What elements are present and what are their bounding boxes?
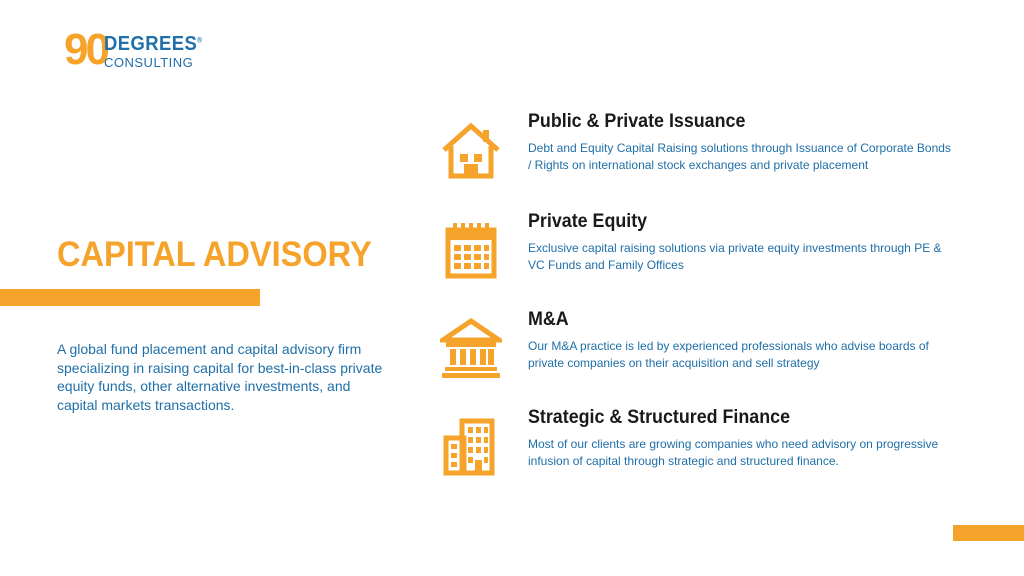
service-description: Debt and Equity Capital Raising solutions through Issuance of Corporate Bonds / Rights on international stock exchanges and private placement <box>528 141 951 172</box>
service-title: Strategic & Structured Finance <box>528 407 791 428</box>
title-accent-bar <box>0 289 260 306</box>
service-public-private-issuance <box>440 111 960 200</box>
service-private-equity <box>440 211 960 300</box>
calendar-icon <box>440 220 502 282</box>
page-title: CAPITAL ADVISORY <box>57 235 372 274</box>
logo-number: 90 <box>64 25 107 74</box>
service-m-and-a <box>440 309 960 398</box>
service-description: Our M&A practice is led by experienced professionals who advise boards of private companies on their acquisition and sell strategy <box>528 339 929 370</box>
building-icon <box>440 416 502 478</box>
logo-wordmark: DEGREES® <box>104 33 203 55</box>
service-strategic-structured-finance <box>440 407 960 496</box>
house-icon <box>440 120 502 182</box>
service-description: Most of our clients are growing companies who need advisory on progressive infusion of capital through strategic and structured finance. <box>528 437 939 468</box>
service-title: Public & Private Issuance <box>528 111 746 132</box>
bank-icon <box>440 318 502 380</box>
corner-accent-bar <box>953 525 1024 541</box>
service-title: M&A <box>528 309 569 330</box>
intro-text: A global fund placement and capital advisory firm specializing in raising capital for best-in-class private equity funds, other alternative investments, and capital markets transactions. <box>57 341 383 413</box>
service-description: Exclusive capital raising solutions via private equity investments through PE & VC Funds and Family Offices <box>528 241 942 272</box>
service-title: Private Equity <box>528 211 648 232</box>
logo-subtitle: CONSULTING <box>104 55 194 70</box>
